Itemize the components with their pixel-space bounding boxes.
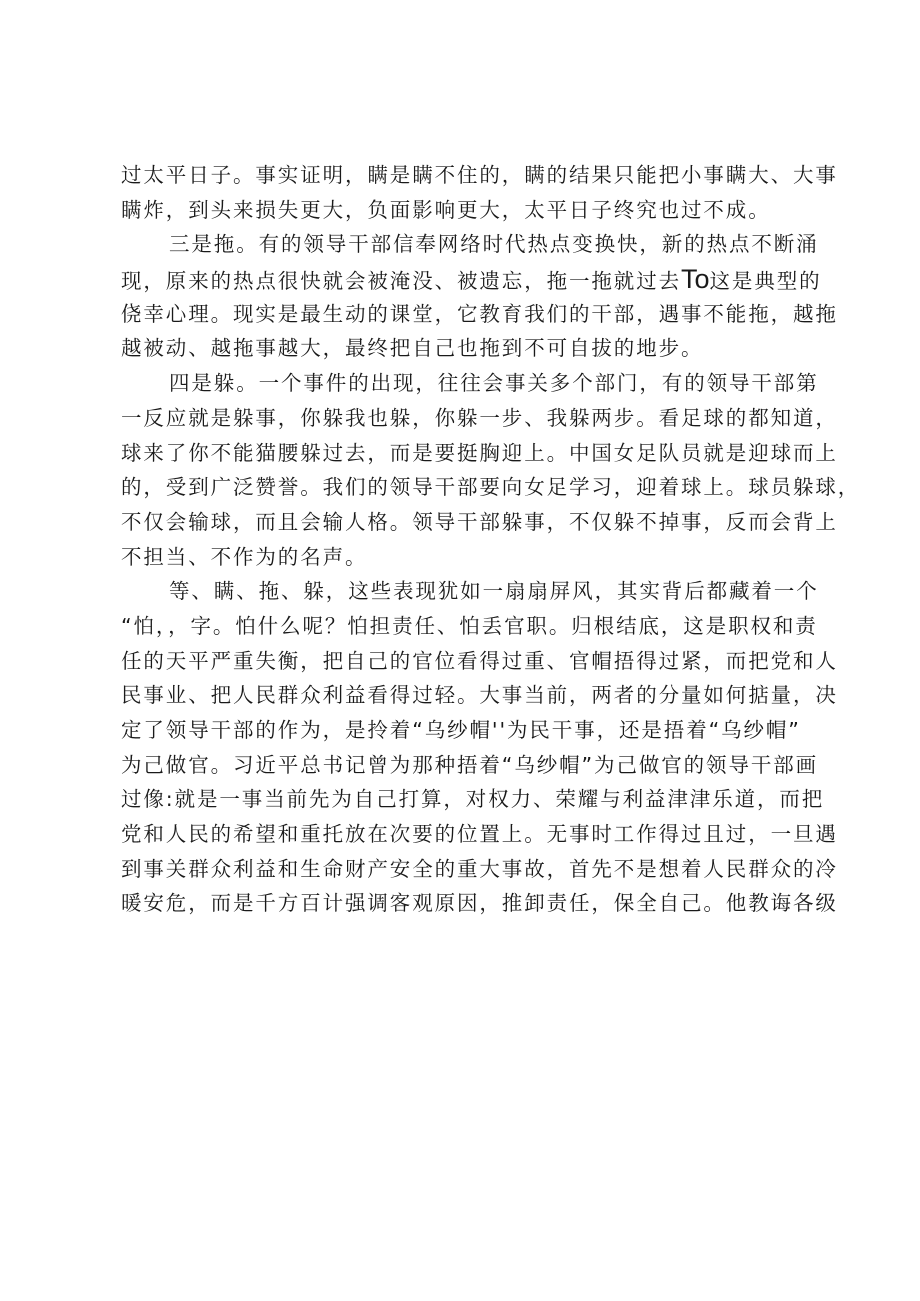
body-text <box>121 158 861 921</box>
text-line: 民事业、把人民群众利益看得过轻。大事当前，两者的分量如何掂量，决 <box>121 683 838 708</box>
paragraph-4 <box>121 574 838 921</box>
text-line: 定了领导干部的作为，是拎着“乌纱帽''为民干事，还是捂着“乌纱帽” <box>121 718 801 742</box>
text-line: 过像:就是一事当前先为自己打算，对权力、荣耀与利益津津乐道，而把 <box>121 787 825 812</box>
text-line: 瞒炸，到头来损失更大，负面影响更大，太平日子终究也过不成。 <box>121 197 771 222</box>
text-line: 等、瞒、拖、躲，这些表现犹如一扇扇屏风，其实背后都藏着一个 <box>169 579 819 604</box>
paragraph-2 <box>121 227 838 366</box>
text-line: 不仅会输球，而且会输人格。领导干部躲事，不仅躲不掉事，反而会背上 <box>121 509 838 534</box>
text-line: 球来了你不能猫腰躲过去，而是要挺胸迎上。中国女足队员就是迎球而上 <box>121 440 838 465</box>
text-line: 越被动、越拖事越大，最终把自己也拖到不可自拔的地步。 <box>121 336 704 361</box>
text-line: 任的天平严重失衡，把自己的官位看得过重、官帽捂得过紧，而把党和人 <box>121 648 838 673</box>
text-segment: 现，原来的热点很快就会被淹没、被遗忘，拖一拖就过去 <box>121 269 681 294</box>
text-line: 一反应就是躲事，你躲我也躲，你躲一步、我躲两步。看足球的都知道， <box>121 405 838 430</box>
text-line <box>121 262 822 297</box>
text-line: 党和人民的希望和重托放在次要的位置上。无事时工作得过且过，一旦遇 <box>121 822 838 847</box>
text-line: 的，受到广泛赞誉。我们的领导干部要向女足学习，迎着球上。球员躲球， <box>121 475 861 500</box>
paragraph-1 <box>121 158 838 227</box>
text-segment: 这是典型的 <box>709 269 822 294</box>
text-line: 到事关群众利益和生命财产安全的重大事故，首先不是想着人民群众的冷 <box>121 856 838 881</box>
text-line: 不担当、不作为的名声。 <box>121 544 368 569</box>
text-line: 三是拖。有的领导干部信奉网络时代热点变换快，新的热点不断涌 <box>169 232 819 257</box>
paragraph-3 <box>121 366 861 574</box>
inline-latin-text: To <box>681 264 710 295</box>
text-line: 侥幸心理。现实是最生动的课堂，它教育我们的干部，遇事不能拖，越拖 <box>121 301 838 326</box>
text-line: “怕，，字。怕什么呢？怕担责任、怕丢官职。归根结底，这是职权和责 <box>121 613 818 638</box>
text-line: 四是躲。一个事件的出现，往往会事关多个部门，有的领导干部第 <box>169 371 819 396</box>
text-line: 为己做官。习近平总书记曾为那种捂着“乌纱帽”为己做官的领导干部画 <box>121 752 819 777</box>
text-line: 过太平日子。事实证明，瞒是瞒不住的，瞒的结果只能把小事瞒大、大事 <box>121 163 838 187</box>
text-line: 暖安危，而是千方百计强调客观原因，推卸责任，保全自己。他教诲各级 <box>121 891 838 916</box>
